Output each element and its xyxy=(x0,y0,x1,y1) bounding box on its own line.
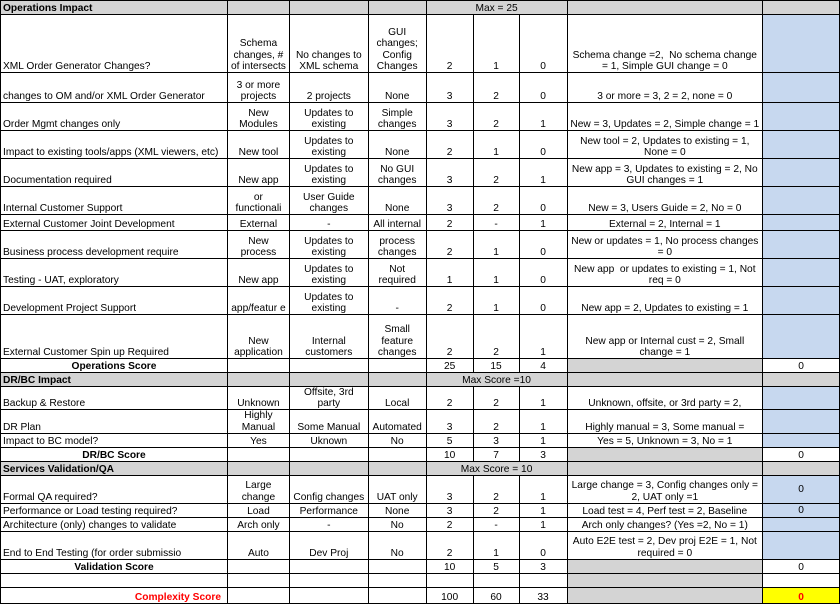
score-input-cell[interactable] xyxy=(763,287,840,315)
option-low: No xyxy=(368,433,426,447)
score-mid: 2 xyxy=(473,475,519,503)
option-low: Simple changes xyxy=(368,103,426,131)
scoring-rule: Yes = 5, Unknown = 3, No = 1 xyxy=(567,433,763,447)
option-mid: Config changes xyxy=(289,475,368,503)
score-mid: 2 xyxy=(473,410,519,433)
score-high: 2 xyxy=(426,287,473,315)
scoring-rule: New tool = 2, Updates to existing = 1, None = 0 xyxy=(567,131,763,159)
criteria-row xyxy=(1,410,840,433)
option-low: No xyxy=(368,531,426,559)
drbc-score-row xyxy=(1,447,840,461)
empty-cell xyxy=(368,373,426,387)
criteria-row xyxy=(1,73,840,103)
scoring-rule: New = 3, Users Guide = 2, No = 0 xyxy=(567,187,763,215)
option-high: 3 or more projects xyxy=(227,73,289,103)
empty-cell xyxy=(368,559,426,573)
total-high: 25 xyxy=(426,359,473,373)
empty-cell xyxy=(567,573,763,587)
score-input-cell[interactable] xyxy=(763,387,840,410)
score-high: 3 xyxy=(426,475,473,503)
option-high: Load xyxy=(227,503,289,517)
score-high: 3 xyxy=(426,503,473,517)
empty-cell xyxy=(368,1,426,15)
section-score-label: Validation Score xyxy=(1,559,228,573)
empty-cell xyxy=(227,447,289,461)
score-high: 2 xyxy=(426,231,473,259)
criterion-label: Backup & Restore xyxy=(1,387,228,410)
option-mid: - xyxy=(289,215,368,231)
option-mid: Some Manual xyxy=(289,410,368,433)
section-title: DR/BC Impact xyxy=(1,373,228,387)
criteria-row xyxy=(1,503,840,517)
section-title: Services Validation/QA xyxy=(1,461,228,475)
score-mid: - xyxy=(473,517,519,531)
score-mid: 2 xyxy=(473,103,519,131)
total-mid: 5 xyxy=(473,559,519,573)
score-input-cell[interactable] xyxy=(763,73,840,103)
option-high: New tool xyxy=(227,131,289,159)
score-low: 1 xyxy=(519,475,567,503)
score-mid: 1 xyxy=(473,15,519,73)
criteria-row xyxy=(1,433,840,447)
score-mid: 1 xyxy=(473,231,519,259)
section-score-value: 0 xyxy=(763,359,840,373)
criteria-row xyxy=(1,387,840,410)
empty-cell xyxy=(763,461,840,475)
spacer-row xyxy=(1,573,840,587)
score-high: 3 xyxy=(426,103,473,131)
option-low: None xyxy=(368,187,426,215)
option-high: Unknown xyxy=(227,387,289,410)
score-input-cell[interactable]: 0 xyxy=(763,475,840,503)
score-high: 3 xyxy=(426,410,473,433)
criterion-label: Development Project Support xyxy=(1,287,228,315)
scoring-rule: New app or Internal cust = 2, Small change = 1 xyxy=(567,315,763,359)
option-mid: Dev Proj xyxy=(289,531,368,559)
criterion-label: Performance or Load testing required? xyxy=(1,503,228,517)
empty-cell xyxy=(567,359,763,373)
score-high: 3 xyxy=(426,73,473,103)
empty-cell xyxy=(368,359,426,373)
option-mid: No changes to XML schema xyxy=(289,15,368,73)
criterion-label: Testing - UAT, exploratory xyxy=(1,259,228,287)
criteria-row xyxy=(1,103,840,131)
empty-cell xyxy=(426,573,473,587)
option-mid: Updates to existing xyxy=(289,159,368,187)
option-high: New Modules xyxy=(227,103,289,131)
option-high: or functionali xyxy=(227,187,289,215)
empty-cell xyxy=(289,461,368,475)
option-low: None xyxy=(368,503,426,517)
option-mid: Internal customers xyxy=(289,315,368,359)
score-high: 1 xyxy=(426,259,473,287)
option-mid: - xyxy=(289,517,368,531)
scoring-rule: Auto E2E test = 2, Dev proj E2E = 1, Not required = 0 xyxy=(567,531,763,559)
criterion-label: Architecture (only) changes to validate xyxy=(1,517,228,531)
score-input-cell[interactable] xyxy=(763,315,840,359)
scoring-rule: Schema change =2, No schema change = 1, Simple GUI change = 0 xyxy=(567,15,763,73)
criteria-row xyxy=(1,287,840,315)
option-mid: Performance xyxy=(289,503,368,517)
complexity-total-mid: 60 xyxy=(473,587,519,603)
option-low: Local xyxy=(368,387,426,410)
scoring-rule: 3 or more = 3, 2 = 2, none = 0 xyxy=(567,73,763,103)
max-score-label: Max = 25 xyxy=(426,1,567,15)
scoring-rule: New app or updates to existing = 1, Not req = 0 xyxy=(567,259,763,287)
criterion-label: End to End Testing (for order submissio xyxy=(1,531,228,559)
score-low: 0 xyxy=(519,231,567,259)
option-low: None xyxy=(368,73,426,103)
empty-cell xyxy=(567,447,763,461)
empty-cell xyxy=(763,1,840,15)
option-low: Small feature changes xyxy=(368,315,426,359)
score-mid: 1 xyxy=(473,259,519,287)
empty-cell xyxy=(289,373,368,387)
option-mid: Updates to existing xyxy=(289,103,368,131)
criterion-label: Internal Customer Support xyxy=(1,187,228,215)
score-low: 1 xyxy=(519,517,567,531)
criterion-label: Impact to existing tools/apps (XML viewers, etc) xyxy=(1,131,228,159)
empty-cell xyxy=(289,447,368,461)
criterion-label: External Customer Joint Development xyxy=(1,215,228,231)
complexity-total-high: 100 xyxy=(426,587,473,603)
criteria-row xyxy=(1,231,840,259)
criteria-row xyxy=(1,131,840,159)
option-low: process changes xyxy=(368,231,426,259)
scoring-rule: Highly manual = 3, Some manual = xyxy=(567,410,763,433)
score-input-cell[interactable] xyxy=(763,187,840,215)
score-low: 1 xyxy=(519,315,567,359)
score-mid: 1 xyxy=(473,531,519,559)
score-input-cell[interactable] xyxy=(763,159,840,187)
scoring-rule: New = 3, Updates = 2, Simple change = 1 xyxy=(567,103,763,131)
score-low: 0 xyxy=(519,15,567,73)
score-low: 1 xyxy=(519,387,567,410)
criterion-label: Documentation required xyxy=(1,159,228,187)
option-mid: User Guide changes xyxy=(289,187,368,215)
scoring-rule: New or updates = 1, No process changes = 0 xyxy=(567,231,763,259)
empty-cell xyxy=(519,573,567,587)
option-high: External xyxy=(227,215,289,231)
option-low: - xyxy=(368,287,426,315)
criteria-row xyxy=(1,215,840,231)
empty-cell xyxy=(289,359,368,373)
complexity-score-row xyxy=(1,587,840,603)
section-score-value: 0 xyxy=(763,559,840,573)
scoring-rule: New app = 3, Updates to existing = 2, No GUI changes = 1 xyxy=(567,159,763,187)
empty-cell xyxy=(227,373,289,387)
criteria-row xyxy=(1,517,840,531)
option-low: GUI changes; Config Changes xyxy=(368,15,426,73)
option-mid: Updates to existing xyxy=(289,131,368,159)
score-low: 1 xyxy=(519,159,567,187)
scoring-rule: Load test = 4, Perf test = 2, Baseline xyxy=(567,503,763,517)
score-input-cell[interactable] xyxy=(763,15,840,73)
option-high: Arch only xyxy=(227,517,289,531)
option-high: New application xyxy=(227,315,289,359)
empty-cell xyxy=(227,359,289,373)
option-high: New process xyxy=(227,231,289,259)
max-score-label: Max Score =10 xyxy=(426,373,567,387)
total-low: 3 xyxy=(519,447,567,461)
total-mid: 7 xyxy=(473,447,519,461)
score-low: 0 xyxy=(519,187,567,215)
criteria-row xyxy=(1,259,840,287)
empty-cell xyxy=(567,373,763,387)
option-low: UAT only xyxy=(368,475,426,503)
criterion-label: DR Plan xyxy=(1,410,228,433)
option-mid: Updates to existing xyxy=(289,259,368,287)
score-mid: 1 xyxy=(473,131,519,159)
criterion-label: External Customer Spin up Required xyxy=(1,315,228,359)
score-high: 2 xyxy=(426,215,473,231)
option-high: Highly Manual xyxy=(227,410,289,433)
score-mid: 2 xyxy=(473,159,519,187)
empty-cell xyxy=(368,461,426,475)
empty-cell xyxy=(763,573,840,587)
scoring-rule: Arch only changes? (Yes =2, No = 1) xyxy=(567,517,763,531)
complexity-score-label: Complexity Score xyxy=(1,587,228,603)
option-high: Large change xyxy=(227,475,289,503)
total-mid: 15 xyxy=(473,359,519,373)
score-input-cell[interactable] xyxy=(763,103,840,131)
score-input-cell[interactable] xyxy=(763,517,840,531)
score-mid: - xyxy=(473,215,519,231)
complexity-score-value[interactable]: 0 xyxy=(763,587,840,603)
complexity-total-low: 33 xyxy=(519,587,567,603)
empty-cell xyxy=(227,573,289,587)
score-low: 0 xyxy=(519,287,567,315)
total-high: 10 xyxy=(426,559,473,573)
score-mid: 2 xyxy=(473,387,519,410)
option-low: No GUI changes xyxy=(368,159,426,187)
score-input-cell[interactable] xyxy=(763,259,840,287)
operations-section-header xyxy=(1,1,840,15)
score-low: 1 xyxy=(519,503,567,517)
score-low: 0 xyxy=(519,259,567,287)
score-mid: 1 xyxy=(473,287,519,315)
score-high: 2 xyxy=(426,315,473,359)
score-mid: 3 xyxy=(473,433,519,447)
criterion-label: Order Mgmt changes only xyxy=(1,103,228,131)
empty-cell xyxy=(763,373,840,387)
option-low: All internal xyxy=(368,215,426,231)
empty-cell xyxy=(289,1,368,15)
option-high: Schema changes, # of intersects xyxy=(227,15,289,73)
empty-cell xyxy=(567,559,763,573)
score-high: 2 xyxy=(426,531,473,559)
criteria-row xyxy=(1,531,840,559)
empty-cell xyxy=(368,573,426,587)
drbc-section-header xyxy=(1,373,840,387)
criterion-label: changes to OM and/or XML Order Generator xyxy=(1,73,228,103)
score-mid: 2 xyxy=(473,73,519,103)
section-score-label: Operations Score xyxy=(1,359,228,373)
criteria-row xyxy=(1,159,840,187)
empty-cell xyxy=(289,587,368,603)
option-mid: Updates to existing xyxy=(289,231,368,259)
score-mid: 2 xyxy=(473,187,519,215)
empty-cell xyxy=(368,447,426,461)
scoring-rule: Large change = 3, Config changes only = 2, UAT only =1 xyxy=(567,475,763,503)
option-low: Automated xyxy=(368,410,426,433)
option-mid: Uknown xyxy=(289,433,368,447)
score-input-cell[interactable] xyxy=(763,433,840,447)
option-mid: Updates to existing xyxy=(289,287,368,315)
score-input-cell[interactable] xyxy=(763,531,840,559)
score-input-cell[interactable]: 0 xyxy=(763,503,840,517)
criterion-label: XML Order Generator Changes? xyxy=(1,15,228,73)
section-title: Operations Impact xyxy=(1,1,228,15)
criteria-row xyxy=(1,15,840,73)
score-high: 2 xyxy=(426,131,473,159)
score-low: 0 xyxy=(519,531,567,559)
score-low: 0 xyxy=(519,73,567,103)
score-high: 2 xyxy=(426,15,473,73)
criterion-label: Formal QA required? xyxy=(1,475,228,503)
score-high: 5 xyxy=(426,433,473,447)
score-low: 0 xyxy=(519,131,567,159)
score-high: 2 xyxy=(426,517,473,531)
score-input-cell[interactable] xyxy=(763,215,840,231)
score-high: 3 xyxy=(426,187,473,215)
empty-cell xyxy=(289,573,368,587)
score-low: 1 xyxy=(519,433,567,447)
scoring-rule: External = 2, Internal = 1 xyxy=(567,215,763,231)
empty-cell xyxy=(567,461,763,475)
score-low: 1 xyxy=(519,103,567,131)
score-mid: 2 xyxy=(473,315,519,359)
criteria-row xyxy=(1,187,840,215)
score-input-cell[interactable] xyxy=(763,231,840,259)
validation-score-row xyxy=(1,559,840,573)
empty-cell xyxy=(473,573,519,587)
option-mid: 2 projects xyxy=(289,73,368,103)
criteria-row xyxy=(1,475,840,503)
option-high: Auto xyxy=(227,531,289,559)
operations-score-row xyxy=(1,359,840,373)
score-low: 1 xyxy=(519,410,567,433)
score-input-cell[interactable] xyxy=(763,131,840,159)
score-mid: 2 xyxy=(473,503,519,517)
score-high: 3 xyxy=(426,159,473,187)
total-low: 3 xyxy=(519,559,567,573)
score-input-cell[interactable] xyxy=(763,410,840,433)
empty-cell xyxy=(227,1,289,15)
empty-cell xyxy=(227,461,289,475)
score-high: 2 xyxy=(426,387,473,410)
empty-cell xyxy=(368,587,426,603)
criteria-row xyxy=(1,315,840,359)
option-low: Not required xyxy=(368,259,426,287)
empty-cell xyxy=(1,573,228,587)
criterion-label: Business process development require xyxy=(1,231,228,259)
validation-section-header xyxy=(1,461,840,475)
empty-cell xyxy=(567,1,763,15)
option-high: New app xyxy=(227,159,289,187)
scoring-rule: New app = 2, Updates to existing = 1 xyxy=(567,287,763,315)
option-high: app/featur e xyxy=(227,287,289,315)
option-high: New app xyxy=(227,259,289,287)
total-high: 10 xyxy=(426,447,473,461)
score-low: 1 xyxy=(519,215,567,231)
option-low: No xyxy=(368,517,426,531)
empty-cell xyxy=(289,559,368,573)
scoring-rule: Unknown, offsite, or 3rd party = 2, xyxy=(567,387,763,410)
criterion-label: Impact to BC model? xyxy=(1,433,228,447)
empty-cell xyxy=(227,559,289,573)
empty-cell xyxy=(227,587,289,603)
max-score-label: Max Score = 10 xyxy=(426,461,567,475)
option-mid: Offsite, 3rd party xyxy=(289,387,368,410)
section-score-label: DR/BC Score xyxy=(1,447,228,461)
empty-cell xyxy=(567,587,763,603)
section-score-value: 0 xyxy=(763,447,840,461)
sheet-body xyxy=(1,1,840,604)
option-low: None xyxy=(368,131,426,159)
option-high: Yes xyxy=(227,433,289,447)
total-low: 4 xyxy=(519,359,567,373)
